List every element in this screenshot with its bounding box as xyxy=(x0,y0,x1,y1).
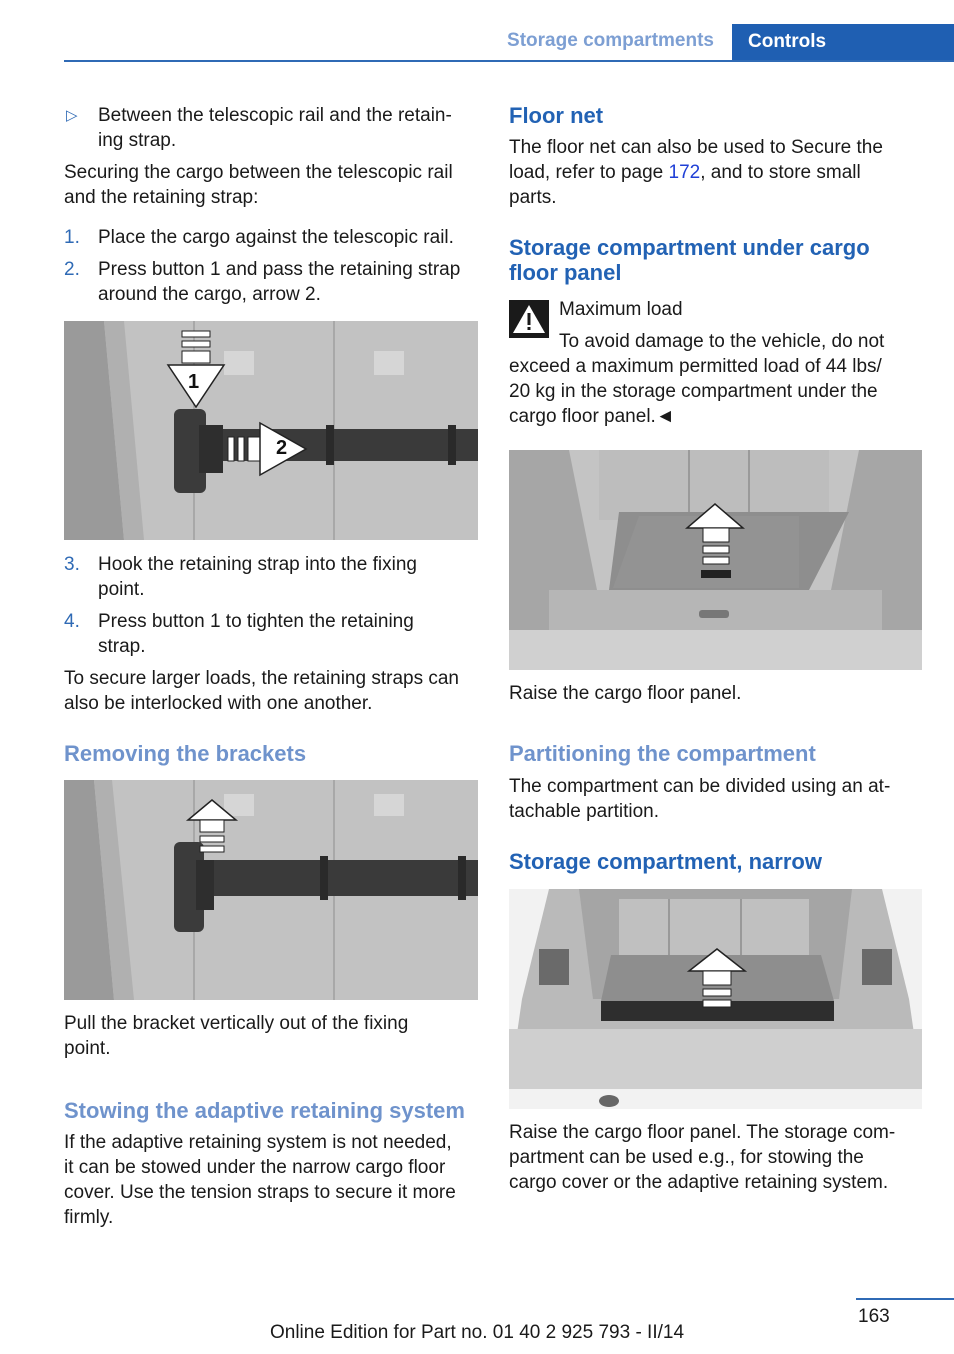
step-1-number: 1. xyxy=(64,227,80,248)
bullet-marker: ▷ xyxy=(66,107,78,124)
figure-narrow-compartment xyxy=(509,889,922,1109)
step-2-text-line-1: Press button 1 and pass the retaining strap xyxy=(98,259,461,280)
floor-net-text-a: load, refer to page xyxy=(509,162,669,183)
intro-line-1: Securing the cargo between the telescopic rail xyxy=(64,162,453,183)
narrow-line-2: partment can be used e.g., for stowing the xyxy=(509,1147,864,1168)
floor-net-line-1: The floor net can also be used to Secure the xyxy=(509,137,883,158)
footer-edition: Online Edition for Part no. 01 40 2 925 793 - II/14 xyxy=(269,1322,685,1343)
raise-caption: Raise the cargo floor panel. xyxy=(509,683,742,704)
figure-label-2: 2 xyxy=(276,437,288,459)
step-3-number: 3. xyxy=(64,554,80,575)
stowing-line-4: firmly. xyxy=(64,1207,114,1228)
heading-floor-net: Floor net xyxy=(509,103,604,128)
stowing-line-2: it can be stowed under the narrow cargo floor xyxy=(64,1157,446,1178)
partition-line-2: tachable partition. xyxy=(509,801,659,822)
warning-line-3: 20 kg in the storage compartment under the xyxy=(509,381,878,402)
heading-removing-brackets: Removing the brackets xyxy=(64,741,307,766)
step-3-text-line-2: point. xyxy=(98,579,145,600)
step-4-number: 4. xyxy=(64,611,80,632)
narrow-line-3: cargo cover or the adaptive retaining system. xyxy=(509,1172,889,1193)
warning-title: Maximum load xyxy=(559,299,683,320)
figure-telescopic-rail xyxy=(64,321,478,540)
heading-narrow-compartment: Storage compartment, narrow xyxy=(509,849,822,874)
step-4-text-line-2: strap. xyxy=(98,636,146,657)
step-1-text: Place the cargo against the telescopic rail. xyxy=(98,227,454,248)
warning-line-4: cargo floor panel.◄ xyxy=(509,406,675,427)
warning-triangle-icon xyxy=(509,300,549,338)
removing-caption-line-1: Pull the bracket vertically out of the fixing xyxy=(64,1013,409,1034)
warning-line-1: To avoid damage to the vehicle, do not xyxy=(559,331,885,352)
page-reference-link[interactable]: 172 xyxy=(668,162,701,183)
stowing-line-1: If the adaptive retaining system is not needed, xyxy=(64,1132,452,1153)
bullet-text-line-2: ing strap. xyxy=(98,130,177,151)
page-number-rule xyxy=(856,1298,954,1300)
warning-line-2: exceed a maximum permitted load of 44 lbs/ xyxy=(509,356,882,377)
bullet-text-line-1: Between the telescopic rail and the retain- xyxy=(98,105,452,126)
heading-stowing-system: Stowing the adaptive retaining system xyxy=(64,1098,465,1123)
partition-line-1: The compartment can be divided using an at- xyxy=(509,776,891,797)
floor-net-line-2 xyxy=(509,160,861,185)
heading-under-floor-line-1: Storage compartment under cargo xyxy=(509,235,870,260)
floor-net-text-b: , and to store small xyxy=(700,162,861,183)
heading-partitioning: Partitioning the compartment xyxy=(509,741,816,766)
larger-loads-line-1: To secure larger loads, the retaining straps can xyxy=(64,668,459,689)
heading-under-floor-line-2: floor panel xyxy=(509,260,622,285)
intro-line-2: and the retaining strap: xyxy=(64,187,259,208)
running-header-section: Storage compartments xyxy=(507,30,714,51)
page-number: 163 xyxy=(858,1306,890,1327)
figure-removing-brackets xyxy=(64,780,478,1000)
removing-caption-line-2: point. xyxy=(64,1038,111,1059)
narrow-line-1: Raise the cargo floor panel. The storage com- xyxy=(509,1122,896,1143)
step-2-number: 2. xyxy=(64,259,80,280)
floor-net-line-3: parts. xyxy=(509,187,557,208)
step-2-text-line-2: around the cargo, arrow 2. xyxy=(98,284,321,305)
figure-label-1: 1 xyxy=(188,371,200,393)
header-rule xyxy=(64,60,954,62)
running-header-tab: Controls xyxy=(732,24,954,62)
step-4-text-line-1: Press button 1 to tighten the retaining xyxy=(98,611,414,632)
figure-cargo-floor-panel xyxy=(509,450,922,670)
stowing-line-3: cover. Use the tension straps to secure it more xyxy=(64,1182,456,1203)
step-3-text-line-1: Hook the retaining strap into the fixing xyxy=(98,554,417,575)
larger-loads-line-2: also be interlocked with one another. xyxy=(64,693,373,714)
